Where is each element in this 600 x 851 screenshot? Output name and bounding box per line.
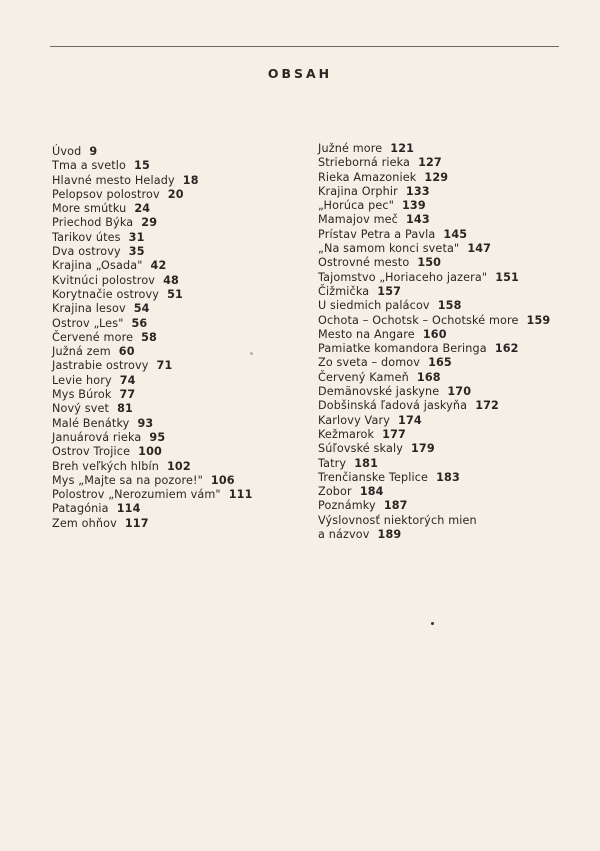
toc-entry — [318, 199, 588, 213]
toc-entry-title: Dva ostrovy — [52, 245, 121, 259]
toc-entry — [318, 442, 588, 456]
toc-entry-page: 168 — [416, 370, 441, 384]
toc-entry — [318, 414, 588, 428]
toc-entry — [52, 502, 302, 516]
toc-entry-page: 158 — [437, 299, 462, 313]
toc-entry — [318, 428, 588, 442]
toc-entry-title: Jastrabie ostrovy — [52, 359, 149, 373]
toc-entry-title: Tajomstvo „Horiaceho jazera" — [318, 270, 488, 284]
toc-entry-title: „Horúca pec" — [318, 199, 394, 213]
toc-entry — [318, 228, 588, 242]
toc-entry-title: Demänovské jaskyne — [318, 385, 440, 399]
toc-entry-title: Priechod Býka — [52, 216, 134, 230]
toc-entry — [318, 485, 588, 499]
toc-entry-title: Zem ohňov — [52, 516, 117, 530]
toc-entry-page: 29 — [141, 216, 158, 230]
toc-entry-page: 93 — [137, 416, 154, 430]
page-title: OBSAH — [267, 66, 333, 81]
toc-entry — [52, 245, 302, 259]
toc-entry-page: 183 — [436, 470, 460, 484]
toc-entry-title: Krajina lesov — [52, 302, 126, 316]
toc-entry-page: 56 — [131, 316, 148, 330]
toc-entry — [52, 317, 302, 331]
toc-entry-page: 162 — [494, 342, 519, 356]
toc-entry-page: 71 — [156, 359, 173, 373]
toc-entry-page: 95 — [149, 430, 166, 444]
toc-entry-title: Kvitnúci polostrov — [52, 273, 156, 287]
toc-entry-title: Hlavné mesto Helady — [52, 173, 175, 187]
toc-entry-title: Krajina Orphir — [318, 184, 398, 198]
toc-entry — [52, 145, 302, 159]
toc-entry-page: 18 — [182, 173, 199, 187]
toc-entry-page: 48 — [163, 273, 179, 287]
toc-entry-page: 187 — [383, 499, 408, 513]
toc-entry — [52, 474, 302, 488]
toc-entry — [52, 402, 302, 416]
toc-entry — [52, 488, 302, 502]
toc-entry-title: Pelopsov polostrov — [52, 187, 160, 201]
toc-entry — [318, 256, 588, 270]
toc-entry — [318, 185, 588, 199]
toc-entry-title: Ostrov „Les" — [52, 316, 124, 330]
toc-entry — [52, 202, 302, 216]
toc-entry-title: Južné more — [318, 142, 383, 155]
toc-entry — [318, 471, 588, 485]
toc-entry-title: Červený Kameň — [318, 370, 409, 384]
toc-entry-page: 181 — [354, 456, 379, 470]
toc-entry — [52, 359, 302, 373]
toc-entry — [52, 159, 302, 173]
toc-entry-page: 139 — [402, 199, 426, 213]
toc-entry-page: 145 — [443, 227, 468, 241]
toc-entry-title: Patagónia — [52, 502, 109, 516]
toc-entry — [318, 142, 588, 156]
toc-entry — [52, 274, 302, 288]
toc-entry — [52, 431, 302, 445]
toc-entry — [52, 302, 302, 316]
toc-entry-page: 100 — [138, 445, 162, 459]
toc-entry-title: Pamiatke komandora Beringa — [318, 342, 487, 356]
toc-entry-title: Ostrovné mesto — [318, 256, 410, 270]
toc-entry-page: 127 — [418, 156, 442, 170]
toc-left-column — [52, 145, 302, 531]
toc-entry-page: 170 — [447, 385, 472, 399]
toc-entry-page: 35 — [128, 245, 145, 259]
toc-entry-page: 189 — [377, 528, 402, 542]
toc-entry-title: Rieka Amazoniek — [318, 170, 417, 184]
toc-entry-title: Prístav Petra a Pavla — [318, 227, 436, 241]
toc-entry — [318, 528, 588, 542]
toc-entry — [318, 213, 588, 227]
toc-entry-page: 111 — [228, 488, 253, 502]
toc-entry — [52, 460, 302, 474]
toc-entry-title: Dobšinská ľadová jaskyňa — [318, 399, 468, 413]
toc-entry — [52, 517, 302, 531]
toc-entry-page: 42 — [150, 259, 167, 273]
toc-entry-title: Strieborná rieka — [318, 156, 411, 170]
toc-entry — [52, 174, 302, 188]
toc-entry-page: 58 — [141, 330, 157, 344]
toc-entry — [52, 417, 302, 431]
toc-entry — [52, 259, 302, 273]
toc-entry-page: 184 — [359, 485, 384, 499]
toc-entry — [52, 231, 302, 245]
toc-entry-title: Trenčianske Teplice — [318, 470, 429, 484]
toc-entry-page: 160 — [422, 327, 447, 341]
toc-entry-title: Čižmička — [318, 284, 370, 298]
toc-entry-page: 117 — [124, 516, 149, 530]
toc-entry-page: 157 — [377, 284, 402, 298]
toc-entry-page: 31 — [128, 230, 145, 244]
toc-entry-page: 15 — [134, 159, 150, 173]
toc-entry — [318, 385, 588, 399]
toc-entry-title: Krajina „Osada" — [52, 259, 143, 273]
toc-entry-page: 150 — [417, 256, 442, 270]
toc-entry-page: 129 — [424, 170, 449, 184]
toc-entry — [318, 371, 588, 385]
toc-entry-title: Januárová rieka — [52, 430, 142, 444]
toc-entry-page: 77 — [119, 388, 136, 402]
toc-entry-page: 106 — [210, 473, 235, 487]
toc-entry — [52, 445, 302, 459]
toc-entry-page: 165 — [428, 356, 452, 370]
toc-entry — [52, 345, 302, 359]
toc-entry-page: 172 — [475, 399, 499, 413]
toc-entry-title: Levie hory — [52, 373, 112, 387]
toc-entry — [52, 216, 302, 230]
toc-entry — [318, 457, 588, 471]
toc-entry-page: 143 — [405, 213, 430, 227]
toc-entry-title: Kežmarok — [318, 427, 375, 441]
toc-entry — [318, 285, 588, 299]
toc-entry — [52, 188, 302, 202]
toc-entry-page: 147 — [467, 242, 492, 256]
toc-entry — [318, 242, 588, 256]
toc-entry-page: 102 — [166, 459, 191, 473]
toc-entry-page: 177 — [382, 427, 406, 441]
toc-entry-page: 114 — [116, 502, 141, 516]
toc-entry-title: Úvod — [52, 145, 82, 158]
toc-entry-title: Mamajov meč — [318, 213, 398, 227]
toc-entry-page: 159 — [526, 313, 551, 327]
toc-entry-title: Južná zem — [52, 345, 111, 359]
toc-entry-title: „Na samom konci sveta" — [318, 242, 460, 256]
toc-entry — [52, 374, 302, 388]
toc-entry — [318, 299, 588, 313]
toc-entry-title: Červené more — [52, 330, 134, 344]
toc-entry-title: More smútku — [52, 202, 127, 216]
toc-entry-title: Nový svet — [52, 402, 110, 416]
toc-entry — [318, 156, 588, 170]
toc-entry-page: 24 — [134, 202, 151, 216]
toc-entry — [52, 288, 302, 302]
toc-entry — [318, 499, 588, 513]
paper-speck — [431, 622, 434, 625]
toc-entry-title: Výslovnosť niektorých mien — [318, 513, 477, 527]
toc-entry-title: Poznámky — [318, 499, 376, 513]
toc-entry-title: Breh veľkých hlbín — [52, 459, 159, 473]
toc-entry — [318, 271, 588, 285]
toc-entry-title: Zo sveta – domov — [318, 356, 421, 370]
toc-right-column — [318, 142, 588, 542]
toc-entry-title: Súľovské skaly — [318, 442, 403, 456]
toc-entry — [318, 171, 588, 185]
toc-entry-title: Mys „Majte sa na pozore!" — [52, 473, 203, 487]
toc-entry-page: 51 — [167, 287, 183, 301]
toc-entry-page: 179 — [411, 442, 435, 456]
toc-entry-page: 121 — [390, 142, 415, 155]
toc-entry-page: 9 — [89, 145, 98, 158]
toc-entry-page: 151 — [495, 270, 519, 284]
paper-speck — [250, 352, 253, 355]
toc-entry-title: Mys Búrok — [52, 388, 112, 402]
toc-entry-title: Tatry — [318, 456, 347, 470]
toc-entry-title: U siedmich palácov — [318, 299, 430, 313]
toc-entry-title: Zobor — [318, 485, 352, 499]
toc-entry-page: 20 — [167, 187, 184, 201]
toc-entry-title: Tarikov útes — [52, 230, 121, 244]
top-rule — [50, 46, 559, 47]
toc-entry-page: 174 — [398, 413, 422, 427]
toc-entry-page: 133 — [405, 184, 430, 198]
toc-entry-title: Ochota – Ochotsk – Ochotské more — [318, 313, 519, 327]
toc-entry-title: a názvov — [318, 528, 370, 542]
toc-entry-title: Mesto na Angare — [318, 327, 415, 341]
toc-entry — [318, 399, 588, 413]
toc-entry-title: Malé Benátky — [52, 416, 130, 430]
toc-entry-title: Karlovy Vary — [318, 413, 391, 427]
toc-entry — [318, 328, 588, 342]
toc-entry-title: Korytnačie ostrovy — [52, 287, 160, 301]
toc-entry — [52, 388, 302, 402]
toc-entry — [52, 331, 302, 345]
toc-entry-title: Ostrov Trojice — [52, 445, 131, 459]
toc-entry-page: 54 — [133, 302, 150, 316]
toc-entry-title: Tma a svetlo — [52, 159, 127, 173]
toc-entry — [318, 514, 588, 528]
toc-entry-title: Polostrov „Nerozumiem vám" — [52, 488, 221, 502]
toc-entry — [318, 342, 588, 356]
toc-entry-page: 74 — [119, 373, 136, 387]
toc-entry — [318, 356, 588, 370]
toc-entry-page: 60 — [118, 345, 135, 359]
toc-entry-page: 81 — [117, 402, 133, 416]
toc-entry — [318, 314, 588, 328]
